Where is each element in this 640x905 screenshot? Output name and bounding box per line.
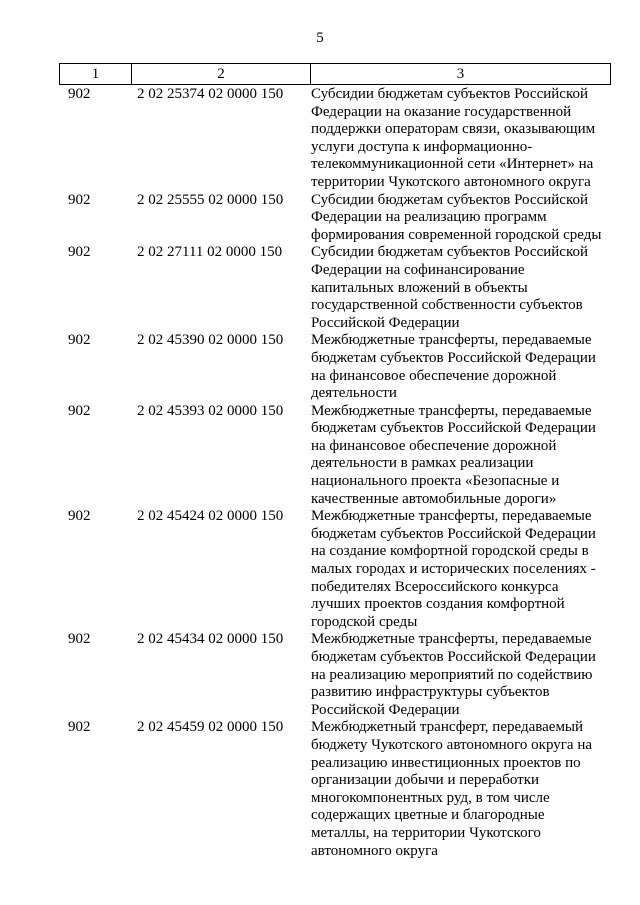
revenue-name: Субсидии бюджетам субъектов Российской Федерации на реализацию программ формирования современной городской среды bbox=[311, 191, 602, 243]
header-col-2: 2 bbox=[132, 64, 311, 85]
admin-code: 902 bbox=[68, 191, 91, 208]
revenue-code: 2 02 45424 02 0000 150 bbox=[137, 508, 284, 525]
table-row bbox=[59, 244, 610, 332]
page-number: 5 bbox=[316, 30, 324, 46]
revenue-code: 2 02 25555 02 0000 150 bbox=[137, 191, 284, 208]
header-row bbox=[60, 64, 611, 85]
revenue-name: Межбюджетные трансферты, передаваемые бюджетам субъектов Российской Федерации на финансовое обеспечение дорожной деятельности bbox=[311, 332, 596, 402]
revenue-code: 2 02 45393 02 0000 150 bbox=[137, 402, 284, 419]
header-col-3: 3 bbox=[311, 64, 611, 85]
admin-code: 902 bbox=[68, 631, 91, 648]
table-row bbox=[59, 332, 610, 402]
admin-code: 902 bbox=[68, 402, 91, 419]
table-row bbox=[59, 719, 610, 860]
admin-code: 902 bbox=[68, 244, 91, 261]
revenue-code: 2 02 45459 02 0000 150 bbox=[137, 719, 284, 736]
table-body bbox=[59, 86, 610, 860]
revenue-code: 2 02 27111 02 0000 150 bbox=[137, 244, 283, 261]
revenue-name: Межбюджетный трансферт, передаваемый бюджету Чукотского автономного округа на реализацию инвестиционных проектов по организации добычи и переработки многокомпонентных руд, в том числе содержащих цветные и благородные металлы, на территории Чукотского автономного округа bbox=[311, 719, 593, 859]
table-row bbox=[59, 508, 610, 631]
header-col-1: 1 bbox=[60, 64, 132, 85]
revenue-code: 2 02 25374 02 0000 150 bbox=[137, 86, 284, 102]
table-row bbox=[59, 192, 610, 245]
table-row bbox=[59, 631, 610, 719]
table-header bbox=[59, 63, 611, 85]
revenue-name: Субсидии бюджетам субъектов Российской Федерации на софинансирование капитальных вложений в объекты государственной собственности субъектов Российской Федерации bbox=[311, 244, 588, 331]
admin-code: 902 bbox=[68, 508, 91, 525]
revenue-name: Субсидии бюджетам субъектов Российской Федерации на оказание государственной поддержки операторам связи, оказывающим услуги доступа к информационно- телекоммуникационной сети «Интернет» на территории Чукотского автономного округа bbox=[311, 86, 596, 190]
table-row bbox=[59, 403, 610, 509]
admin-code: 902 bbox=[68, 86, 91, 102]
revenue-code: 2 02 45390 02 0000 150 bbox=[137, 332, 284, 349]
revenue-name: Межбюджетные трансферты, передаваемые бюджетам субъектов Российской Федерации на финансовое обеспечение дорожной деятельности в рамках реализации национального проекта «Безопасные и качественные автомобильные дороги» bbox=[311, 402, 596, 507]
admin-code: 902 bbox=[68, 332, 91, 349]
revenue-name: Межбюджетные трансферты, передаваемые бюджетам субъектов Российской Федерации на реализацию мероприятий по содействию развитию инфраструктуры субъектов Российской Федерации bbox=[311, 631, 596, 718]
table-row bbox=[59, 86, 610, 192]
revenue-name: Межбюджетные трансферты, передаваемые бюджетам субъектов Российской Федерации на создание комфортной городской среды в малых городах и исторических поселениях - победителях Всероссийского конкурса лучших проектов создания комфортной городской среды bbox=[311, 508, 596, 630]
admin-code: 902 bbox=[68, 719, 91, 736]
revenue-code: 2 02 45434 02 0000 150 bbox=[137, 631, 284, 648]
